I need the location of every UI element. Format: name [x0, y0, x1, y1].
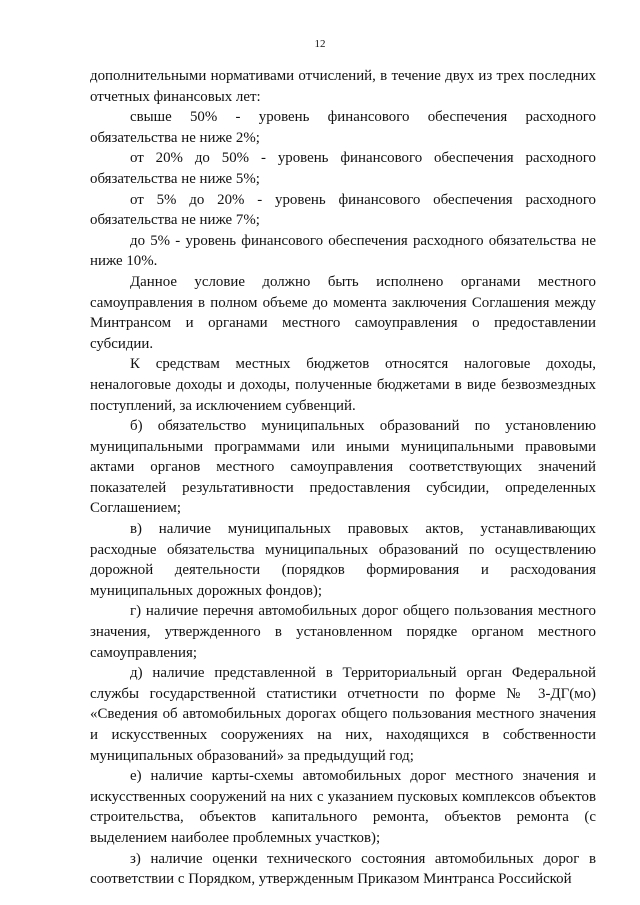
- paragraph-item-v: в) наличие муниципальных правовых актов, устанавливающих расходные обязательства муниципальных образований по осуществлению дорожной деятельности (порядков формирования и расходования муниципальных дорожных фондов);: [90, 521, 596, 599]
- paragraph-item-e: е) наличие карты-схемы автомобильных дорог местного значения и искусственных сооружений на них с указанием пусковых комплексов объектов строительства, объектов капитального ремонта, объектов ремонта (с выделением наиболее проблемных участков);: [90, 768, 596, 846]
- paragraph-continuation: дополнительными нормативами отчислений, в течение двух из трех последних отчетных финансовых лет:: [90, 68, 596, 105]
- paragraph-item-g: г) наличие перечня автомобильных дорог общего пользования местного значения, утвержденного в установленном порядке органом местного самоуправления;: [90, 603, 596, 661]
- paragraph-item-z: з) наличие оценки технического состояния автомобильных дорог в соответствии с Порядком, утвержденным Приказом Минтранса Российской: [90, 850, 596, 888]
- paragraph-item-d: д) наличие представленной в Территориальный орган Федеральной службы государственной статистики отчетности по форме № 3-ДГ(мо) «Сведения об автомобильных дорогах общего пользования местного значения и искусственных сооружениях на них, находящихся в собственности муниципальных образований» за предыдущий год;: [90, 665, 596, 764]
- paragraph-level-5-20: от 5% до 20% - уровень финансового обеспечения расходного обязательства не ниже 7%;: [90, 191, 596, 229]
- paragraph-level-20-50: от 20% до 50% - уровень финансового обеспечения расходного обязательства не ниже 5%;: [90, 150, 596, 187]
- paragraph-item-b: б) обязательство муниципальных образований по установлению муниципальными программами или иными муниципальными правовыми актами органов местного самоуправления соответствующих значений показателей результативности предоставления субсидии, определенных Соглашением;: [90, 418, 596, 517]
- document-body: [90, 66, 596, 890]
- paragraph-local-budgets: К средствам местных бюджетов относятся налоговые доходы, неналоговые доходы и доходы, полученные бюджетами в виде безвозмездных поступлений, за исключением субвенций.: [90, 356, 596, 414]
- page-number: 12: [314, 38, 326, 50]
- paragraph-level-below-5: до 5% - уровень финансового обеспечения расходного обязательства не ниже 10%.: [90, 232, 596, 270]
- paragraph-condition: Данное условие должно быть исполнено органами местного самоуправления в полном объеме до момента заключения Соглашения между Минтрансом и органами местного самоуправления о предоставлении субсидии.: [90, 273, 596, 352]
- paragraph-level-above-50: свыше 50% - уровень финансового обеспечения расходного обязательства не ниже 2%;: [90, 109, 596, 146]
